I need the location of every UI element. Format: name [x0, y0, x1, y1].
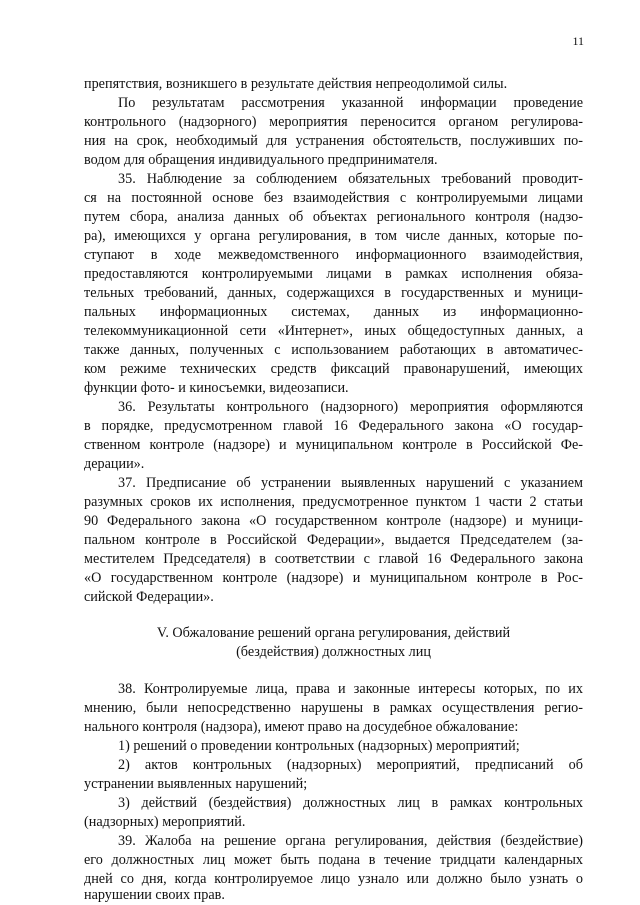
text-line: (надзорных) мероприятий. [84, 814, 246, 830]
text-line: разумных сроков их исполнения, предусмотренное пунктом 1 части 2 статьи [84, 494, 583, 510]
list-item: 1) решений о проведении контрольных (надзорных) мероприятий; [118, 738, 520, 754]
text-line: его должностных лиц может быть подана в течение тридцати календарных [84, 852, 583, 868]
section-heading: V. Обжалование решений органа регулирования, действий [156, 625, 511, 641]
list-item: 3) действий (бездействия) должностных лиц в рамках контрольных [118, 795, 583, 811]
text-line: 90 Федерального закона «О государственном контроле (надзоре) и муници- [84, 513, 583, 529]
text-line: тельных требований, данных, содержащихся в государственных и муници- [84, 285, 583, 301]
text-line: 35. Наблюдение за соблюдением обязательных требований проводит- [118, 171, 583, 187]
section-heading: (бездействия) должностных лиц [236, 644, 431, 660]
text-line: По результатам рассмотрения указанной информации проведение [118, 95, 583, 111]
text-line: предоставляются контролируемыми лицами в рамках исполнения обяза- [84, 266, 583, 282]
text-line: «О государственном контроле (надзоре) и муниципальном контроле в Рос- [84, 570, 583, 586]
text-line: местителем Председателя) в соответствии с главой 16 Федерального закона [84, 551, 583, 567]
text-line: ра), имеющихся у органа регулирования, в том числе данных, которые по- [84, 228, 583, 244]
text-line: контрольного (надзорного) мероприятия переносится органом регулирова- [84, 114, 583, 130]
text-line: 37. Предписание об устранении выявленных нарушений с указанием [118, 475, 583, 491]
text-line: ния на срок, необходимый для устранения обстоятельств, послуживших по- [84, 133, 583, 149]
text-line: 38. Контролируемые лица, права и законные интересы которых, по их [118, 681, 583, 697]
text-line: пальном контроле в Российской Федерации», выдается Председателем (за- [84, 532, 583, 548]
text-line: препятствия, возникшего в результате действия непреодолимой силы. [84, 76, 508, 92]
text-line: устранении выявленных нарушений; [84, 776, 308, 792]
text-line: телекоммуникационной сети «Интернет», иных общедоступных данных, а [84, 323, 583, 339]
text-line: дерации». [84, 456, 145, 472]
text-line: ком режиме технических средств фиксаций правонарушений, имеющих [84, 361, 583, 377]
text-line: ственном контроле (надзоре) и муниципальном контроле в Российской Фе- [84, 437, 583, 453]
text-line: мнению, были непосредственно нарушены в рамках осуществления регио- [84, 700, 583, 716]
text-line: ся на постоянной основе без взаимодействия с контролируемыми лицами [84, 190, 583, 206]
page-number: 11 [572, 34, 584, 48]
text-line: дней со дня, когда контролируемое лицо узнало или должно было узнать о [84, 871, 583, 887]
text-line: нального контроля (надзора), имеют право на досудебное обжалование: [84, 719, 519, 735]
text-line: нарушении своих прав. [84, 887, 225, 903]
text-line: сийской Федерации». [84, 589, 214, 605]
text-line: 39. Жалоба на решение органа регулирования, действия (бездействие) [118, 833, 583, 849]
text-line: путем сбора, анализа данных об объектах регионального контроля (надзо- [84, 209, 583, 225]
text-line: водом для обращения индивидуального предпринимателя. [84, 152, 438, 168]
text-line: 36. Результаты контрольного (надзорного) мероприятия оформляются [118, 399, 583, 415]
text-line: в порядке, предусмотренном главой 16 Федерального закона «О государ- [84, 418, 583, 434]
text-line: также данных, полученных с использованием работающих в автоматичес- [84, 342, 583, 358]
text-line: функции фото- и киносъемки, видеозаписи. [84, 380, 349, 396]
list-item: 2) актов контрольных (надзорных) мероприятий, предписаний об [118, 757, 583, 773]
text-line: пальных информационных системах, данных из информационно- [84, 304, 583, 320]
text-line: ступают в ходе межведомственного информационного взаимодействия, [84, 247, 583, 263]
